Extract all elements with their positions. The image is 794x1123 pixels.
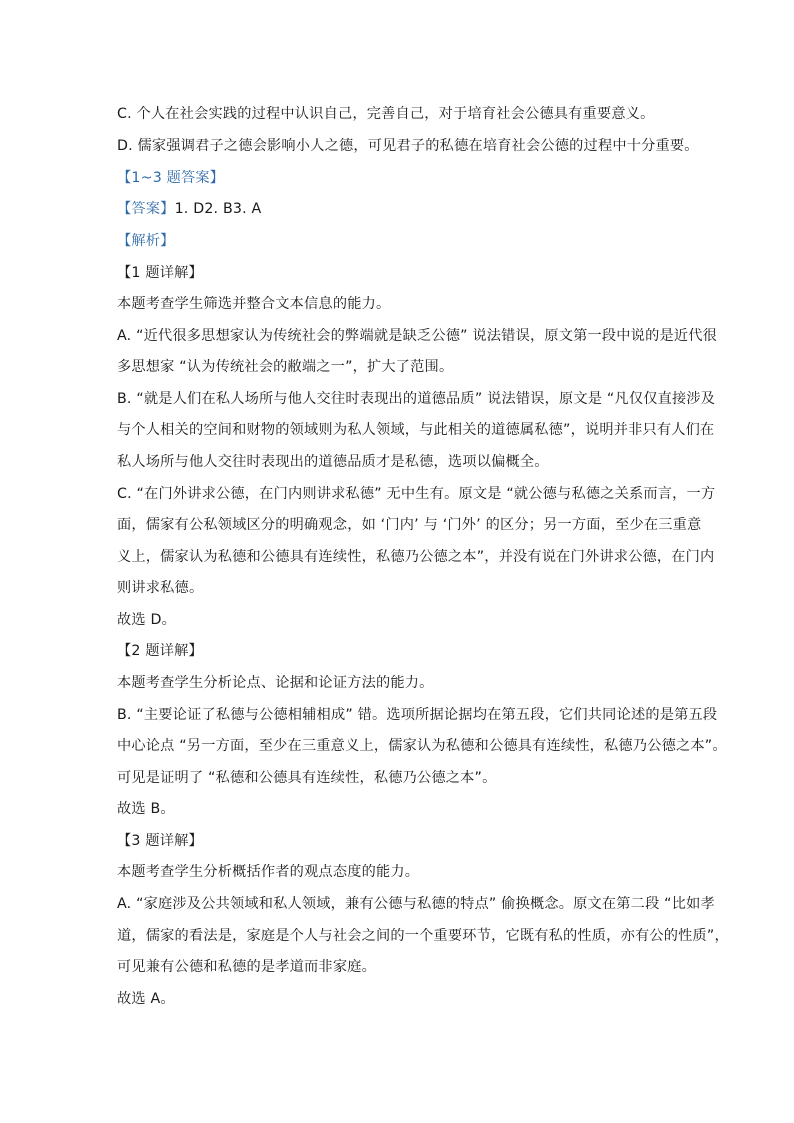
answer-line <box>117 199 682 219</box>
q3-detail-heading: 【3 题详解】 <box>117 833 203 849</box>
q1-c-line4: 则讲求私德。 <box>117 580 204 596</box>
q3-conclusion: 故选 A。 <box>117 991 175 1007</box>
q1-conclusion: 故选 D。 <box>117 612 176 628</box>
section-answer-heading: 【1~3 题答案】 <box>117 170 225 186</box>
answer-value: 1. D2. B3. A <box>174 201 262 217</box>
q1-b-line3: 私人场所与他人交往时表现出的道德品质才是私德，选项以偏概全。 <box>117 454 549 470</box>
q1-c-line1: C. “在门外讲求公德，在门内则讲求私德” 无中生有。原文是 “就公德与私德之关系而言，一方 <box>117 486 716 502</box>
q3-a-line1: A. “家庭涉及公共领域和私人领域，兼有公德与私德的特点” 偷换概念。原文在第二段 “比如孝 <box>117 896 715 912</box>
q1-b-line2: 与个人相关的空间和财物的领域则为私人领域，与此相关的道德属私德”，说明并非只有人们在 <box>117 422 715 438</box>
q1-b-line1: B. “就是人们在私人场所与他人交往时表现出的道德品质” 说法错误，原文是 “凡仅仅直接涉及 <box>117 391 716 407</box>
q1-c-line2: 面，儒家有公私领域区分的明确观念，如 ‘门内’ 与 ‘门外’ 的区分；另一方面，至少在三重意 <box>117 517 702 533</box>
q2-b-line3: 可见是证明了 “私德和公德具有连续性，私德乃公德之本”。 <box>117 770 497 786</box>
q2-b-line2: 中心论点 “另一方面，至少在三重意义上，儒家认为私德和公德具有连续性，私德乃公德之本”。 <box>117 738 727 754</box>
answer-tag: 【答案】 <box>117 201 175 217</box>
q3-intro: 本题考查学生分析概括作者的观点态度的能力。 <box>117 864 420 880</box>
option-d-line: D. 儒家强调君子之德会影响小人之德，可见君子的私德在培育社会公德的过程中十分重要。 <box>117 138 699 154</box>
option-c-line: C. 个人在社会实践的过程中认识自己，完善自己，对于培育社会公德具有重要意义。 <box>117 106 655 122</box>
q1-intro: 本题考查学生筛选并整合文本信息的能力。 <box>117 296 391 312</box>
q1-detail-heading: 【1 题详解】 <box>117 265 203 281</box>
q1-a-line1: A. “近代很多思想家认为传统社会的弊端就是缺乏公德” 说法错误，原文第一段中说的是近代很 <box>117 328 718 344</box>
q1-a-line2: 多思想家 “认为传统社会的敝端之一”，扩大了范围。 <box>117 359 454 375</box>
q2-detail-heading: 【2 题详解】 <box>117 643 203 659</box>
q2-b-line1: B. “主要论证了私德与公德相辅相成” 错。选项所据论据均在第五段，它们共同论述的是第五段 <box>117 707 718 723</box>
q2-intro: 本题考查学生分析论点、论据和论证方法的能力。 <box>117 675 434 691</box>
analysis-tag: 【解析】 <box>117 233 175 249</box>
q3-a-line2: 道，儒家的看法是，家庭是个人与社会之间的一个重要环节，它既有私的性质，亦有公的性质”， <box>117 928 729 944</box>
q3-a-line3: 可见兼有公德和私德的是孝道而非家庭。 <box>117 959 376 975</box>
q1-c-line3: 义上，儒家认为私德和公德具有连续性，私德乃公德之本”，并没有说在门外讲求公德，在门内 <box>117 549 715 565</box>
q2-conclusion: 故选 B。 <box>117 801 175 817</box>
